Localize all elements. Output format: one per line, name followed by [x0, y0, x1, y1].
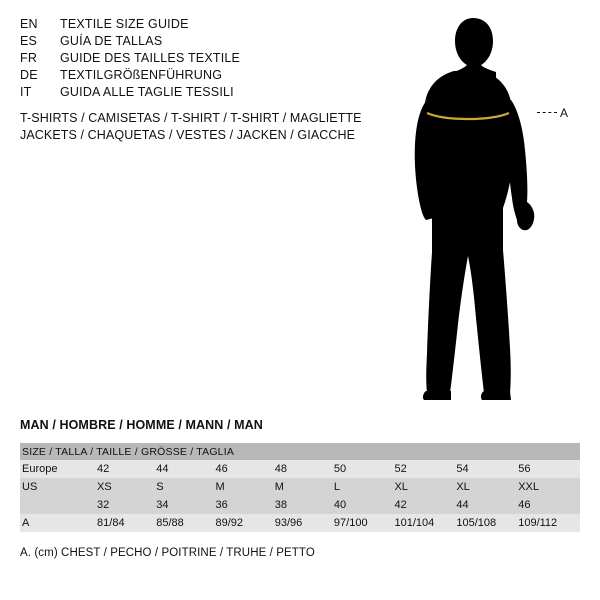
- language-text: TEXTILGRÖßENFÜHRUNG: [60, 68, 223, 82]
- cell: 32: [97, 496, 156, 514]
- cell: L: [334, 478, 395, 496]
- cell: 97/100: [334, 514, 395, 532]
- cell: 52: [394, 460, 456, 478]
- row-label: [20, 496, 97, 514]
- size-table: [20, 443, 580, 532]
- cell: XL: [394, 478, 456, 496]
- cell: 44: [156, 460, 215, 478]
- language-row: [20, 51, 350, 68]
- cell: 34: [156, 496, 215, 514]
- cell: XS: [97, 478, 156, 496]
- cell: 46: [518, 496, 580, 514]
- category-jackets: JACKETS / CHAQUETAS / VESTES / JACKEN / GIACCHE: [20, 128, 356, 142]
- table-row: [20, 514, 580, 532]
- language-text: TEXTILE SIZE GUIDE: [60, 17, 189, 31]
- cell: XL: [456, 478, 518, 496]
- cell: 56: [518, 460, 580, 478]
- cell: 44: [456, 496, 518, 514]
- table-header-row: [20, 443, 580, 460]
- cell: 42: [394, 496, 456, 514]
- cell: 50: [334, 460, 395, 478]
- table-row: [20, 460, 580, 478]
- cell: 101/104: [394, 514, 456, 532]
- language-row: [20, 17, 350, 34]
- table-header-label: SIZE / TALLA / TAILLE / GRÖSSE / TAGLIA: [20, 443, 580, 460]
- language-code: EN: [20, 17, 38, 31]
- measure-leader-line: [537, 112, 557, 114]
- cell: 105/108: [456, 514, 518, 532]
- table-row: [20, 496, 580, 514]
- table-title: MAN / HOMBRE / HOMME / MANN / MAN: [20, 418, 263, 432]
- cell: 42: [97, 460, 156, 478]
- measure-label-a: A: [560, 106, 569, 120]
- language-code: IT: [20, 85, 32, 99]
- row-label: Europe: [20, 460, 97, 478]
- cell: 93/96: [275, 514, 334, 532]
- cell: 81/84: [97, 514, 156, 532]
- language-code: DE: [20, 68, 38, 82]
- category-tshirts: T-SHIRTS / CAMISETAS / T-SHIRT / T-SHIRT / MAGLIETTE: [20, 111, 362, 125]
- cell: M: [215, 478, 274, 496]
- cell: 89/92: [215, 514, 274, 532]
- cell: 40: [334, 496, 395, 514]
- male-silhouette-figure: [410, 12, 590, 402]
- language-text: GUÍA DE TALLAS: [60, 34, 163, 48]
- cell: XXL: [518, 478, 580, 496]
- cell: 38: [275, 496, 334, 514]
- cell: 54: [456, 460, 518, 478]
- language-text: GUIDE DES TAILLES TEXTILE: [60, 51, 241, 65]
- cell: 85/88: [156, 514, 215, 532]
- table-row: [20, 478, 580, 496]
- language-text: GUIDA ALLE TAGLIE TESSILI: [60, 85, 234, 99]
- cell: 48: [275, 460, 334, 478]
- row-label: A: [20, 514, 97, 532]
- category-list: [20, 110, 362, 144]
- language-list: [20, 17, 350, 102]
- cell: 36: [215, 496, 274, 514]
- row-label: US: [20, 478, 97, 496]
- language-row: [20, 68, 350, 85]
- cell: S: [156, 478, 215, 496]
- table-footnote: A. (cm) CHEST / PECHO / POITRINE / TRUHE / PETTO: [20, 547, 315, 559]
- cell: M: [275, 478, 334, 496]
- language-row: [20, 85, 350, 102]
- language-row: [20, 34, 350, 51]
- language-code: FR: [20, 51, 38, 65]
- language-code: ES: [20, 34, 38, 48]
- cell: 46: [215, 460, 274, 478]
- cell: 109/112: [518, 514, 580, 532]
